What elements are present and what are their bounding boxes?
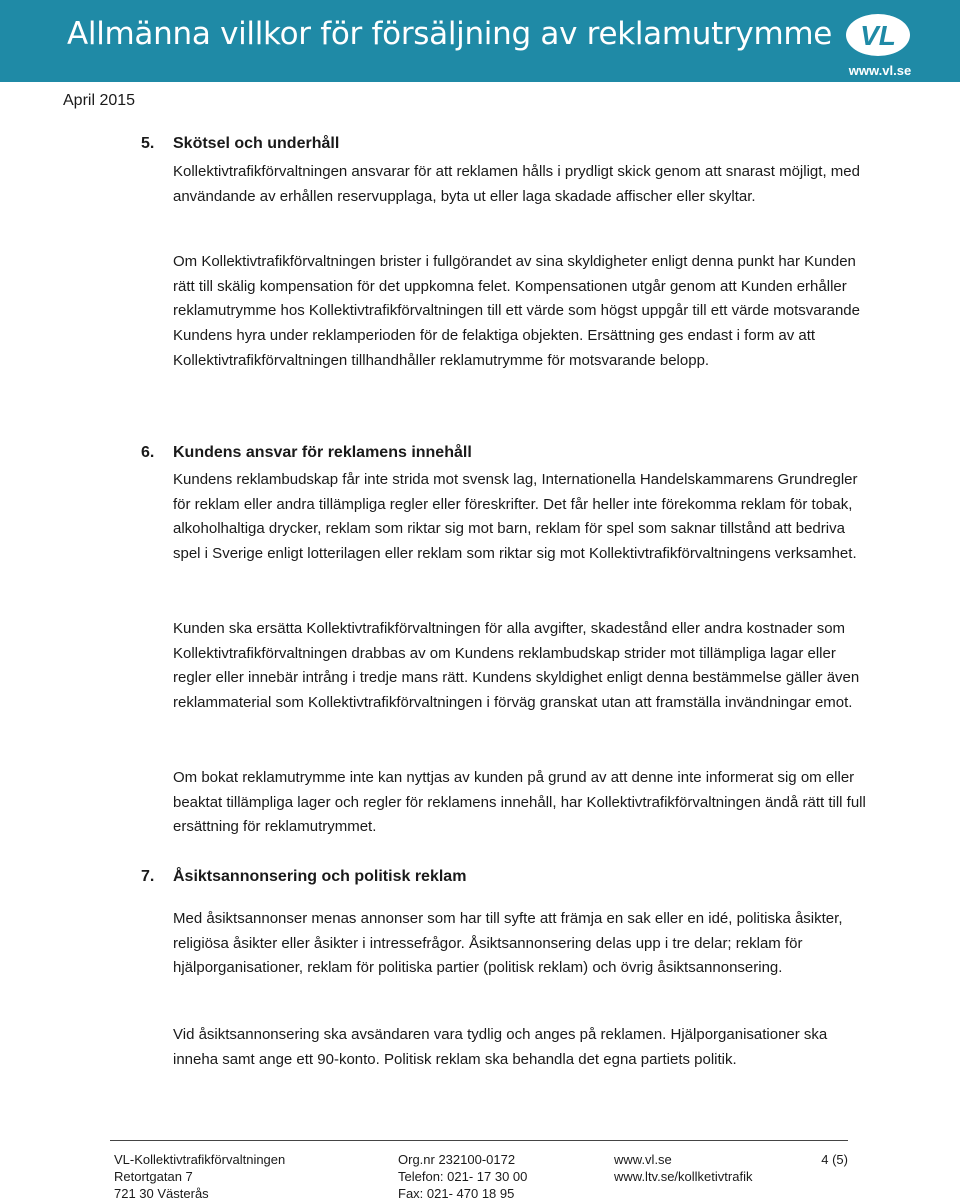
- section-5-heading: [141, 135, 339, 153]
- section-6-paragraph-2: Kunden ska ersätta Kollektivtrafikförvaltningen för alla avgifter, skadestånd eller andra kostnader som Kollektivtrafikförvaltningen drabbas av om Kundens reklambudskap strider mot tillämpliga lagar eller regler eller innebär intrång i tredje mans rätt. Kundens skyldighet enligt denna bestämmelse gäller även reklammaterial som Kollektivtrafikförvaltningen i förväg granskat utan att framställa invändningar emot.: [173, 620, 860, 712]
- section-5-paragraph-2: Om Kollektivtrafikförvaltningen brister i fullgörandet av sina skyldigheter enligt denna punkt har Kunden rätt till skälig kompensation för det uppkomna felet. Kompensationen utgår genom att Kunden erhåller reklamutrymme hos Kollektivtrafikförvaltningen till ett värde som högst uppgår till ett värde motsvarande Kundens hyra under reklamperioden för de felaktiga objekten. Ersättning ges endast i form av att Kollektivtrafikförvaltningen tillhandhåller reklamutrymme för motsvarande belopp.: [173, 253, 860, 369]
- section-7-heading: [141, 868, 466, 886]
- footer-phone: Telefon: 021- 17 30 00: [398, 1169, 528, 1184]
- footer-org-name: VL-Kollektivtrafikförvaltningen: [114, 1152, 286, 1167]
- footer-link-vl[interactable]: www.vl.se: [614, 1152, 672, 1167]
- document-title: Allmänna villkor för försäljning av reklamutrymme: [67, 16, 833, 52]
- footer-city: 721 30 Västerås: [114, 1186, 209, 1201]
- section-title: Kundens ansvar för reklamens innehåll: [173, 444, 472, 461]
- footer-divider: [110, 1140, 848, 1141]
- page-header: [0, 0, 960, 82]
- footer-org-number: Org.nr 232100-0172: [398, 1152, 516, 1167]
- page-number: 4 (5): [821, 1152, 848, 1167]
- footer-fax: Fax: 021- 470 18 95: [398, 1186, 515, 1201]
- section-6-heading: [141, 444, 472, 462]
- section-6-paragraph-1: Kundens reklambudskap får inte strida mot svensk lag, Internationella Handelskammarens Grundregler för reklam eller andra tillämpliga regler eller föreskrifter. Det får heller inte förekomma reklam för tobak, alkoholhaltiga drycker, reklam som riktar sig mot barn, reklam för spel som saknar tillstånd att bedriva spel i Sverige enligt lotterilagen eller reklam som riktar sig mot Kollektivtrafikförvaltningens verksamhet.: [173, 471, 858, 563]
- document-date: April 2015: [63, 92, 136, 109]
- section-title: Åsiktsannonsering och politisk reklam: [173, 868, 467, 885]
- section-6-paragraph-3: Om bokat reklamutrymme inte kan nyttjas av kunden på grund av att denne inte informerat sig om eller beaktat tillämpliga lager och regler för reklamens innehåll, har Kollektivtrafikförvaltningen ändå rätt till full ersättning för reklamutrymmet.: [173, 769, 866, 836]
- section-number: 7.: [141, 868, 155, 885]
- footer-contact: [398, 1151, 527, 1202]
- logo-url: www.vl.se: [848, 63, 912, 78]
- section-title: Skötsel och underhåll: [173, 135, 340, 152]
- section-7-paragraph-1: Med åsiktsannonser menas annonser som har till syfte att främja en sak eller en idé, politiska åsikter, religiösa åsikter eller åsikter i intressefrågor. Åsiktsannonsering delas upp i tre delar; reklam för hjälporganisationer, reklam för politiska partier (politisk reklam) och övrig åsiktsannonsering.: [173, 910, 843, 977]
- section-5-paragraph-1: Kollektivtrafikförvaltningen ansvarar för att reklamen hålls i prydligt skick genom att snarast möjligt, med användande av erhållen reservupplaga, byta ut eller laga skadade affischer eller skyltar.: [173, 163, 860, 205]
- logo-text: VL: [860, 20, 896, 51]
- footer-street: Retortgatan 7: [114, 1169, 193, 1184]
- footer-links: [614, 1151, 752, 1185]
- section-7-paragraph-2: Vid åsiktsannonsering ska avsändaren vara tydlig och anges på reklamen. Hjälporganisationer ska inneha samt ange ett 90-konto. Politisk reklam ska behandla det egna partiets politik.: [173, 1026, 828, 1068]
- section-number: 5.: [141, 135, 155, 152]
- vl-logo: [838, 10, 922, 78]
- vl-logo-icon: [838, 10, 922, 60]
- section-number: 6.: [141, 444, 155, 461]
- footer-address: [114, 1151, 285, 1202]
- footer-link-ltv[interactable]: www.ltv.se/kollketivtrafik: [614, 1169, 753, 1184]
